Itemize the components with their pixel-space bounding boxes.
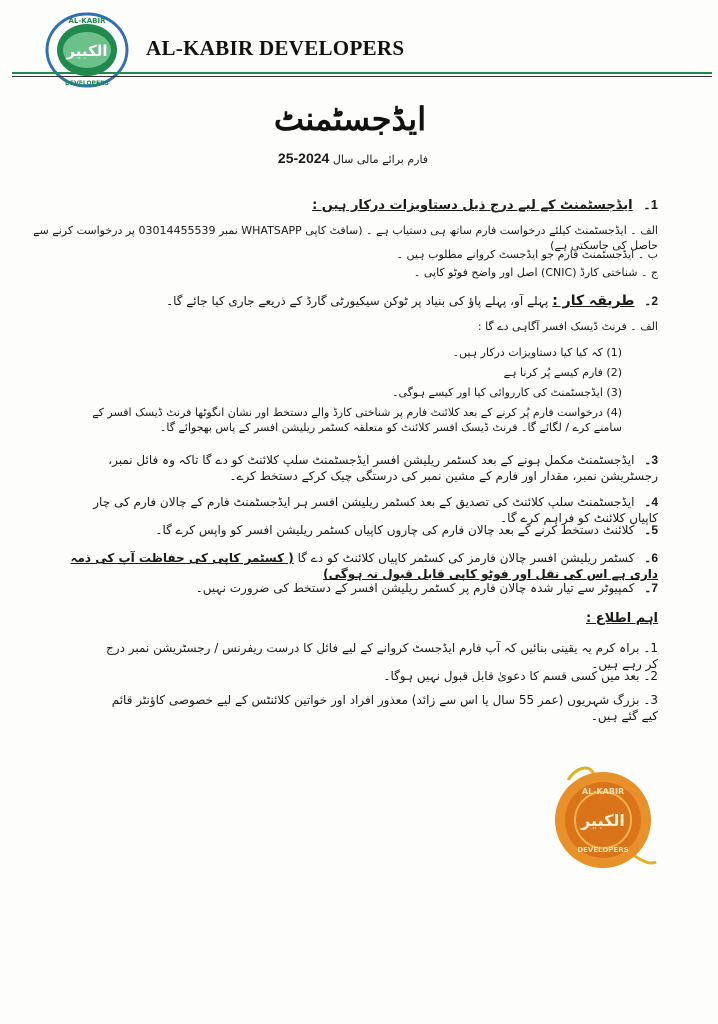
step-4-number: 4۔ [644,495,658,509]
notice-item-1: 1۔ براہ کرم یہ یقینی بنائیں کہ آپ فارم ایڈجسٹ کروانے کے لیے فائل کا درست ریفرنس / رجسٹریشن نمبر درج کر رہے ہیں۔ [106,641,658,672]
header-rule-thin [12,76,712,77]
section-2-title: طریقہ کار : [552,293,635,309]
logo-text-bottom: DEVELOPERS [65,80,109,87]
section-2-heading [58,292,658,311]
notice-item-3: 3۔ بزرگ شہریوں (عمر 55 سال یا اس سے زائد) معذور افراد اور خواتین کلائنٹس کے لیے خصوصی کاؤنٹر قائم کیے گئے ہیں۔ [111,693,658,724]
step-6-text: کسٹمر ریلیشن افسر چالان فارمز کی کسٹمر کاپیاں کلائنٹ کو دے گا [297,551,635,565]
step-6-number: 6۔ [644,551,658,565]
section-2-sub-item-4: (4) درخواست فارم پُر کرنے کے بعد کلائنٹ فارم پر شناختی کارڈ والے دستخط اور نشان انگوٹھا فرنٹ ڈیسک افسر کے سامنے کرے / لگائے گا۔ فرنٹ ڈیسک افسر کلائنٹ کو متعلقہ کسٹمر ریلیشن افسر کے پاس بھجوائے گا۔ [92,406,622,434]
section-1-item-b: ب ۔ ایڈجسٹمنٹ فارم جو ایڈجسٹ کروانے مطلوب ہیں ۔ [396,248,658,261]
seal-text-top: AL-KABIR [581,787,625,796]
section-1-heading [58,196,658,215]
fiscal-year: 2024-25 [277,150,330,166]
company-logo [42,10,132,90]
document-subtitle [230,150,470,166]
step-3-text: ایڈجسٹمنٹ مکمل ہونے کے بعد کسٹمر ریلیشن افسر ایڈجسٹمنٹ سلپ کلائنٹ کو دے گا تاکہ وہ فائل نمبر، رجسٹریشن نمبر، مقدار اور فارم کے مشین نمبر کی درستگی چیک کرکے دستخط کرے۔ [108,453,658,484]
step-6 [68,550,658,582]
step-7-number: 7۔ [644,581,658,595]
step-5-number: 5۔ [644,523,658,537]
seal-text-urdu: الکبیر [581,811,625,830]
step-7 [68,580,658,596]
notice-item-2: 2۔ بعد میں کسی قسم کا دعویٰ قابل قبول نہیں ہوگا۔ [383,669,658,683]
letterhead [0,0,718,90]
step-5-text: کلائنٹ دستخط کرنے کے بعد چالان فارم کی چاروں کاپیاں کسٹمر ریلیشن افسر کو واپس کرے گا۔ [155,523,635,537]
step-6-note: ( کسٹمر کاپی کی حفاظت آپ کی ذمہ داری ہے اس کی نقل اور فوٹو کاپی قابل قبول نہ ہوگی) [70,551,658,582]
wax-seal [548,762,658,872]
step-7-text: کمپیوٹر سے تیار شدہ چالان فارم پر کسٹمر ریلیشن افسر کے دستخط کی ضرورت نہیں۔ [195,581,635,595]
step-3 [68,452,658,484]
step-5 [68,522,658,538]
seal-text-bottom: DEVELOPERS [577,846,629,854]
step-4-text: ایڈجسٹمنٹ سلپ کلائنٹ کی تصدیق کے بعد کسٹمر ریلیشن افسر ہر ایڈجسٹمنٹ فارم کے چالان فارم کی چار کاپیاں کلائنٹ کو فراہم کرے گا۔ [93,495,658,526]
section-2-number: 2۔ [644,294,658,308]
logo-text-urdu: الکبیر [66,42,108,60]
section-2-rule: پہلے آو، پہلے پاؤ کی بنیاد پر ٹوکن سیکیورٹی گارڈ کے ذریعے جاری کیا جائے گا۔ [166,294,549,308]
company-name: AL-KABIR DEVELOPERS [146,36,405,60]
section-2-sub-item-2: (2) فارم کیسے پُر کرنا ہے [503,366,622,379]
section-1-number: 1۔ [643,197,658,212]
section-1-item-c: ج ۔ شناختی کارڈ (CNIC) اصل اور واضح فوٹو کاپی ۔ [413,266,658,279]
logo-text-top: AL-KABIR [68,17,106,25]
section-1-item-a: الف ۔ ایڈجسٹمنٹ کیلئے درخواست فارم ساتھ ہی دستیاب ہے ۔ (سافٹ کاپی WHATSAPP نمبر 03014455539 پر درخواست کرنے سے حاصل کی جاسکتی ہے) [33,224,658,252]
section-2-sub-item-1: (1) کہ کیا کیا دستاویزات درکار ہیں۔ [452,346,622,359]
document-title: ایڈجسٹمنٹ [273,100,427,138]
section-1-title: ایڈجسٹمنٹ کے لیے درج ذیل دستاویزات درکار ہیں : [312,198,633,213]
section-2-sub-item-3: (3) ایڈجسٹمنٹ کی کارروائی کیا اور کیسے ہوگی۔ [392,386,622,399]
step-3-number: 3۔ [644,453,658,467]
notice-heading: اہم اطلاع : [586,611,658,626]
section-2-intro: الف ۔ فرنٹ ڈیسک افسر آگاہی دے گا : [477,320,658,333]
subtitle-text: فارم برائے مالی سال [332,153,429,166]
header-rule [12,72,712,74]
